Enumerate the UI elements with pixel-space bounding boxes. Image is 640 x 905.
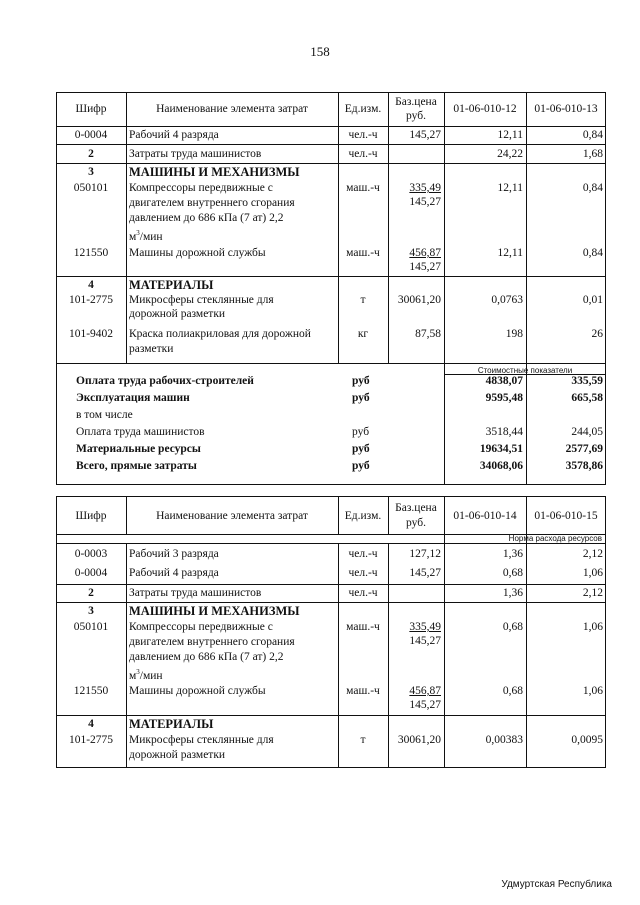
row-value-1: 198 xyxy=(505,328,523,340)
header-price-unit: руб. xyxy=(406,110,426,122)
row-name: Рабочий 3 разряда xyxy=(129,548,219,560)
summary-value-1: 9595,48 xyxy=(485,392,523,404)
section-code: 3 xyxy=(88,605,94,617)
row-name-line: Компрессоры передвижные с xyxy=(129,621,273,633)
section-title: МАТЕРИАЛЫ xyxy=(129,717,214,731)
row-name-line: двигателем внутреннего сгорания xyxy=(129,636,295,648)
row-value-2: 1,06 xyxy=(582,685,603,697)
summary-unit: руб xyxy=(352,426,370,438)
row-name: Затраты труда машинистов xyxy=(129,587,262,599)
row-unit: чел.-ч xyxy=(348,587,378,599)
cost-caption: Стоимостные показатели xyxy=(477,366,573,375)
row-value-1: 12,11 xyxy=(497,129,523,141)
summary-value-2: 665,58 xyxy=(571,392,603,404)
header-name: Наименование элемента затрат xyxy=(156,103,308,115)
row-code: 121550 xyxy=(73,685,109,697)
row-code: 121550 xyxy=(73,247,109,259)
row-price-2: 145,27 xyxy=(409,699,441,711)
unit-m: м xyxy=(129,669,137,682)
row-value-2: 26 xyxy=(591,328,603,340)
section-code: 4 xyxy=(88,279,94,291)
row-name-line xyxy=(129,227,163,244)
header-price: Баз.цена xyxy=(395,96,437,108)
cost-table-1 xyxy=(56,92,606,485)
row-price-2: 145,27 xyxy=(409,635,441,647)
row-value-2: 0,84 xyxy=(582,129,603,141)
row-name-line xyxy=(129,666,163,683)
row-code: 0-0003 xyxy=(74,548,108,560)
row-unit: т xyxy=(360,294,366,306)
row-name: Машины дорожной службы xyxy=(129,247,266,259)
row-value-2: 0,0095 xyxy=(571,734,603,746)
row-value-2: 2,12 xyxy=(582,548,603,560)
row-name-line: дорожной разметки xyxy=(129,749,226,761)
norm-caption: Норма расхода ресурсов xyxy=(508,534,602,543)
header-name: Наименование элемента затрат xyxy=(156,510,308,522)
header-col2: 01-06-010-15 xyxy=(534,510,598,522)
row-value-1: 1,36 xyxy=(502,548,523,560)
row-price: 335,49 xyxy=(409,621,441,633)
header-unit: Ед.изм. xyxy=(344,510,382,522)
row-name-line: Компрессоры передвижные с xyxy=(129,182,273,194)
summary-label: Эксплуатация машин xyxy=(76,392,190,404)
summary-value-2: 244,05 xyxy=(571,426,603,438)
summary-value-2: 335,59 xyxy=(571,375,603,387)
row-code: 0-0004 xyxy=(74,129,108,141)
summary-unit: руб xyxy=(352,375,370,387)
row-price: 456,87 xyxy=(409,247,441,259)
row-price: 335,49 xyxy=(409,182,441,194)
section-code: 3 xyxy=(88,166,94,178)
summary-value-1: 19634,51 xyxy=(479,443,523,455)
header-price: Баз.цена xyxy=(395,502,437,514)
row-value-1: 0,68 xyxy=(502,685,523,697)
row-price: 145,27 xyxy=(409,129,441,141)
row-name-line: разметки xyxy=(129,343,174,355)
row-name-line: двигателем внутреннего сгорания xyxy=(129,197,295,209)
row-code: 101-9402 xyxy=(68,328,114,340)
row-value-1: 1,36 xyxy=(502,587,523,599)
summary-value-1: 3518,44 xyxy=(485,426,523,438)
unit-min: /мин xyxy=(139,669,163,682)
row-code: 101-2775 xyxy=(68,734,114,746)
summary-unit: руб xyxy=(352,460,370,472)
header-col1: 01-06-010-12 xyxy=(453,103,517,115)
header-code: Шифр xyxy=(75,510,107,522)
header-code: Шифр xyxy=(75,103,107,115)
region-footer: Удмуртская Республика xyxy=(501,879,612,890)
summary-label: в том числе xyxy=(76,409,133,421)
row-code: 050101 xyxy=(73,621,109,633)
row-unit: чел.-ч xyxy=(348,129,378,141)
row-name-line: Микросферы стеклянные для xyxy=(129,294,274,306)
row-value-1: 0,0763 xyxy=(491,294,523,306)
row-price: 127,12 xyxy=(409,548,441,560)
row-value-2: 2,12 xyxy=(582,587,603,599)
row-unit: маш.-ч xyxy=(346,182,380,194)
summary-unit: руб xyxy=(352,392,370,404)
row-code: 0-0004 xyxy=(74,567,108,579)
row-code: 2 xyxy=(88,587,94,599)
row-unit: кг xyxy=(357,328,369,340)
section-title: МАШИНЫ И МЕХАНИЗМЫ xyxy=(129,604,300,618)
row-code: 2 xyxy=(88,148,94,160)
section-title: МАТЕРИАЛЫ xyxy=(129,278,214,292)
row-name: Рабочий 4 разряда xyxy=(129,567,219,579)
unit-min: /мин xyxy=(139,230,163,243)
header-col2: 01-06-010-13 xyxy=(534,103,598,115)
row-unit: маш.-ч xyxy=(346,685,380,697)
summary-label: Оплата труда машинистов xyxy=(76,426,205,438)
row-name: Затраты труда машинистов xyxy=(129,148,262,160)
summary-value-1: 4838,07 xyxy=(485,375,523,387)
header-col1: 01-06-010-14 xyxy=(453,510,517,522)
header-price-unit: руб. xyxy=(406,517,426,529)
row-code: 101-2775 xyxy=(68,294,114,306)
row-unit: чел.-ч xyxy=(348,148,378,160)
row-value-1: 0,68 xyxy=(502,567,523,579)
row-value-1: 12,11 xyxy=(497,182,523,194)
row-value-1: 12,11 xyxy=(497,247,523,259)
row-name-line: Микросферы стеклянные для xyxy=(129,734,274,746)
header-unit: Ед.изм. xyxy=(344,103,382,115)
row-unit: маш.-ч xyxy=(346,621,380,633)
row-unit: т xyxy=(360,734,366,746)
row-value-2: 0,84 xyxy=(582,182,603,194)
row-value-1: 0,68 xyxy=(502,621,523,633)
row-unit: чел.-ч xyxy=(348,548,378,560)
summary-value-2: 3578,86 xyxy=(565,460,603,472)
row-price: 87,58 xyxy=(415,328,441,340)
row-name-line: дорожной разметки xyxy=(129,308,226,320)
section-title: МАШИНЫ И МЕХАНИЗМЫ xyxy=(129,165,300,179)
row-value-2: 1,06 xyxy=(582,621,603,633)
row-name-line: давлением до 686 кПа (7 ат) 2,2 xyxy=(129,212,284,224)
row-value-2: 1,68 xyxy=(582,148,603,160)
row-value-2: 0,01 xyxy=(582,294,603,306)
summary-label: Оплата труда рабочих-строителей xyxy=(76,375,254,387)
row-value-1: 24,22 xyxy=(497,148,523,160)
row-name-line: давлением до 686 кПа (7 ат) 2,2 xyxy=(129,651,284,663)
row-unit: маш.-ч xyxy=(346,247,380,259)
unit-sup: 3 xyxy=(136,229,140,237)
summary-label: Всего, прямые затраты xyxy=(76,460,197,472)
cost-table-2 xyxy=(56,496,606,768)
row-name: Рабочий 4 разряда xyxy=(129,129,219,141)
unit-m: м xyxy=(129,230,137,243)
summary-value-2: 2577,69 xyxy=(565,443,603,455)
summary-label: Материальные ресурсы xyxy=(76,443,201,455)
row-price-2: 145,27 xyxy=(409,261,441,273)
row-value-1: 0,00383 xyxy=(485,734,523,746)
row-price: 30061,20 xyxy=(397,294,441,306)
summary-unit: руб xyxy=(352,443,370,455)
row-value-2: 0,84 xyxy=(582,247,603,259)
row-name: Машины дорожной службы xyxy=(129,685,266,697)
row-price: 30061,20 xyxy=(397,734,441,746)
summary-block xyxy=(56,375,606,483)
row-unit: чел.-ч xyxy=(348,567,378,579)
row-price-2: 145,27 xyxy=(409,196,441,208)
section-code: 4 xyxy=(88,718,94,730)
row-price: 145,27 xyxy=(409,567,441,579)
row-price: 456,87 xyxy=(409,685,441,697)
row-code: 050101 xyxy=(73,182,109,194)
page-number: 158 xyxy=(310,44,330,59)
summary-value-1: 34068,06 xyxy=(479,460,523,472)
row-name-line: Краска полиакриловая для дорожной xyxy=(129,328,311,340)
row-value-2: 1,06 xyxy=(582,567,603,579)
unit-sup: 3 xyxy=(136,668,140,676)
